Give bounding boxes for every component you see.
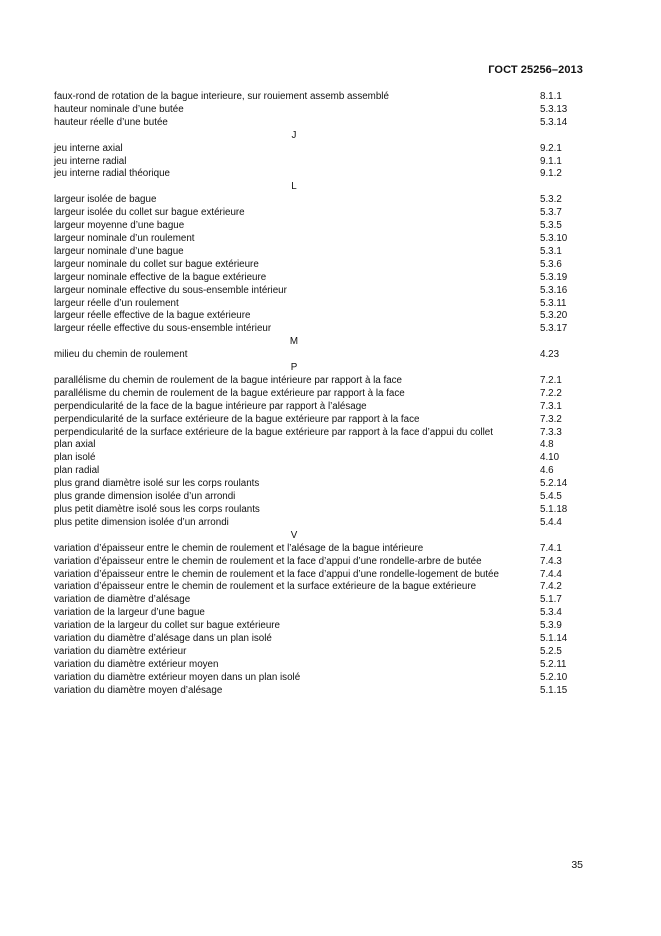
index-term: faux-rond de rotation de la bague interieure, sur rouiement assemb assemblé bbox=[54, 91, 389, 102]
index-entry bbox=[54, 401, 574, 414]
index-entry bbox=[54, 594, 574, 607]
index-reference: 5.2.5 bbox=[540, 645, 562, 657]
terms-index bbox=[54, 91, 574, 698]
index-entry bbox=[54, 685, 574, 698]
index-entry bbox=[54, 375, 574, 388]
index-reference: 7.4.3 bbox=[540, 555, 562, 567]
index-term: variation d’épaisseur entre le chemin de roulement et la face d’appui d’une rondelle-logement de butée bbox=[54, 568, 499, 580]
index-entry bbox=[54, 323, 574, 336]
index-term: plan isolé bbox=[54, 452, 96, 464]
index-reference: 4.23 bbox=[540, 349, 560, 361]
index-term: largeur isolée du collet sur bague extérieure bbox=[54, 207, 245, 219]
index-entry bbox=[54, 156, 574, 169]
index-entry bbox=[54, 349, 574, 362]
index-letter-row bbox=[54, 130, 574, 143]
index-term: plus grand diamètre isolé sur les corps roulants bbox=[54, 478, 260, 490]
index-reference: 5.1.15 bbox=[540, 684, 568, 696]
index-reference: 9.1.1 bbox=[540, 155, 562, 167]
index-reference: 5.3.2 bbox=[540, 194, 562, 206]
index-reference: 5.1.18 bbox=[540, 504, 568, 515]
index-term: variation de la largeur du collet sur bague extérieure bbox=[54, 620, 281, 632]
index-term: largeur réelle d’un roulement bbox=[54, 297, 179, 309]
index-term: variation de diamètre d’alésage bbox=[54, 594, 191, 606]
index-term: jeu interne radial bbox=[54, 155, 127, 167]
index-entry bbox=[54, 543, 574, 556]
index-entry bbox=[54, 143, 574, 156]
index-term: perpendicularité de la face de la bague intérieure par rapport à l’alésage bbox=[54, 400, 367, 412]
index-reference: 5.3.14 bbox=[540, 116, 568, 128]
index-entry bbox=[54, 646, 574, 659]
index-reference: 9.1.2 bbox=[540, 168, 562, 180]
index-reference: 7.3.2 bbox=[540, 413, 562, 425]
index-term: jeu interne axial bbox=[54, 142, 123, 154]
index-term: perpendicularité de la surface extérieure de la bague extérieure par rapport à la face bbox=[54, 413, 420, 425]
index-entry bbox=[54, 439, 574, 452]
index-entry bbox=[54, 452, 574, 465]
index-entry bbox=[54, 285, 574, 298]
index-reference: 7.2.1 bbox=[540, 374, 562, 386]
index-term: parallélisme du chemin de roulement de la bague intérieure par rapport à la face bbox=[54, 374, 402, 386]
index-term: largeur réelle effective de la bague extérieure bbox=[54, 310, 251, 322]
index-reference: 5.1.7 bbox=[540, 594, 562, 606]
index-entry bbox=[54, 246, 574, 259]
index-term: largeur nominale effective de la bague extérieure bbox=[54, 271, 267, 283]
index-entry bbox=[54, 207, 574, 220]
index-term: largeur isolée de bague bbox=[54, 194, 157, 206]
index-entry bbox=[54, 659, 574, 672]
index-entry bbox=[54, 672, 574, 685]
index-entry bbox=[54, 427, 574, 440]
index-reference: 5.3.19 bbox=[540, 271, 568, 283]
index-term: plus petite dimension isolée d’un arrondi bbox=[54, 516, 229, 528]
index-entry bbox=[54, 465, 574, 478]
index-term: jeu interne radial théorique bbox=[54, 168, 171, 180]
index-reference: 5.3.17 bbox=[540, 323, 568, 335]
index-entry bbox=[54, 414, 574, 427]
index-entry bbox=[54, 517, 574, 530]
index-term: variation du diamètre extérieur moyen dans un plan isolé bbox=[54, 671, 301, 683]
index-reference: 7.4.4 bbox=[540, 568, 562, 580]
index-term: plan axial bbox=[54, 439, 96, 451]
index-term: largeur nominale du collet sur bague extérieure bbox=[54, 258, 259, 270]
index-reference: 4.6 bbox=[540, 465, 554, 477]
index-reference: 5.3.10 bbox=[540, 232, 568, 244]
index-term: plus grande dimension isolée d’un arrondi bbox=[54, 491, 236, 503]
index-term: variation du diamètre moyen d’alésage bbox=[54, 684, 223, 696]
index-entry bbox=[54, 388, 574, 401]
index-reference: 5.4.4 bbox=[540, 516, 562, 528]
index-reference: 9.2.1 bbox=[540, 142, 562, 154]
index-reference: 5.3.5 bbox=[540, 220, 562, 232]
index-entry bbox=[54, 194, 574, 207]
index-reference: 5.3.6 bbox=[540, 258, 562, 270]
index-entry bbox=[54, 491, 574, 504]
index-term: largeur réelle effective du sous-ensemble intérieur bbox=[54, 323, 272, 335]
index-reference: 5.3.20 bbox=[540, 310, 568, 322]
index-reference: 7.4.1 bbox=[540, 542, 562, 554]
index-term: variation du diamètre extérieur bbox=[54, 645, 187, 657]
index-reference: 8.1.1 bbox=[540, 91, 562, 102]
index-term: hauteur réelle d’une butée bbox=[54, 116, 168, 128]
page-number: 35 bbox=[571, 859, 583, 871]
index-reference: 7.3.1 bbox=[540, 400, 562, 412]
index-term: variation du diamètre d’alésage dans un plan isolé bbox=[54, 633, 272, 645]
index-entry bbox=[54, 556, 574, 569]
index-reference: 5.2.11 bbox=[540, 658, 567, 670]
index-entry bbox=[54, 104, 574, 117]
index-entry bbox=[54, 117, 574, 130]
index-entry bbox=[54, 298, 574, 311]
index-entry bbox=[54, 310, 574, 323]
index-reference: 5.3.1 bbox=[540, 245, 562, 257]
index-entry bbox=[54, 620, 574, 633]
index-entry bbox=[54, 168, 574, 181]
index-term: hauteur nominale d’une butée bbox=[54, 103, 184, 115]
index-reference: 4.10 bbox=[540, 452, 560, 464]
index-section-letter: M bbox=[289, 336, 299, 348]
index-entry bbox=[54, 91, 574, 104]
index-reference: 7.2.2 bbox=[540, 387, 562, 399]
index-term: variation de la largeur d’une bague bbox=[54, 607, 205, 619]
index-term: variation d’épaisseur entre le chemin de roulement et la surface extérieure de la bague extérieure bbox=[54, 581, 477, 593]
index-reference: 5.1.14 bbox=[540, 633, 568, 645]
index-reference: 5.4.5 bbox=[540, 491, 562, 503]
index-term: largeur nominale effective du sous-ensemble intérieur bbox=[54, 284, 287, 296]
index-entry bbox=[54, 233, 574, 246]
index-section-letter: J bbox=[291, 129, 297, 141]
index-term: parallélisme du chemin de roulement de la bague extérieure par rapport à la face bbox=[54, 387, 405, 399]
index-reference: 5.3.16 bbox=[540, 284, 568, 296]
index-entry bbox=[54, 581, 574, 594]
index-term: largeur nominale d’une bague bbox=[54, 245, 184, 257]
index-reference: 5.2.10 bbox=[540, 671, 568, 683]
index-section-letter: P bbox=[290, 362, 298, 374]
index-term: perpendicularité de la surface extérieure de la bague extérieure par rapport à la face d’appui du collet bbox=[54, 426, 493, 438]
index-entry bbox=[54, 569, 574, 582]
index-letter-row bbox=[54, 530, 574, 543]
index-entry bbox=[54, 633, 574, 646]
document-code-header: ГОСТ 25256–2013 bbox=[488, 64, 583, 76]
index-term: plus petit diamètre isolé sous les corps roulants bbox=[54, 504, 260, 515]
index-reference: 5.3.11 bbox=[540, 297, 567, 309]
index-reference: 5.3.7 bbox=[540, 207, 562, 219]
index-reference: 5.2.14 bbox=[540, 478, 568, 490]
index-reference: 7.4.2 bbox=[540, 581, 562, 593]
index-term: largeur nominale d’un roulement bbox=[54, 232, 195, 244]
index-entry bbox=[54, 504, 574, 517]
index-entry bbox=[54, 220, 574, 233]
index-reference: 7.3.3 bbox=[540, 426, 562, 438]
index-term: milieu du chemin de roulement bbox=[54, 349, 188, 361]
index-reference: 4.8 bbox=[540, 439, 554, 451]
index-term: variation du diamètre extérieur moyen bbox=[54, 658, 219, 670]
index-term: plan radial bbox=[54, 465, 100, 477]
index-letter-row bbox=[54, 336, 574, 349]
index-entry bbox=[54, 478, 574, 491]
index-term: variation d’épaisseur entre le chemin de roulement et la face d’appui d’une rondelle-arbre de butée bbox=[54, 555, 482, 567]
index-reference: 5.3.9 bbox=[540, 620, 562, 632]
index-reference: 5.3.13 bbox=[540, 103, 568, 115]
index-entry bbox=[54, 259, 574, 272]
index-reference: 5.3.4 bbox=[540, 607, 562, 619]
index-section-letter: L bbox=[291, 181, 297, 193]
index-section-letter: V bbox=[290, 529, 298, 541]
index-term: variation d’épaisseur entre le chemin de roulement et l’alésage de la bague intérieure bbox=[54, 542, 424, 554]
index-letter-row bbox=[54, 181, 574, 194]
index-entry bbox=[54, 272, 574, 285]
index-term: largeur moyenne d’une bague bbox=[54, 220, 185, 232]
index-letter-row bbox=[54, 362, 574, 375]
index-entry bbox=[54, 607, 574, 620]
